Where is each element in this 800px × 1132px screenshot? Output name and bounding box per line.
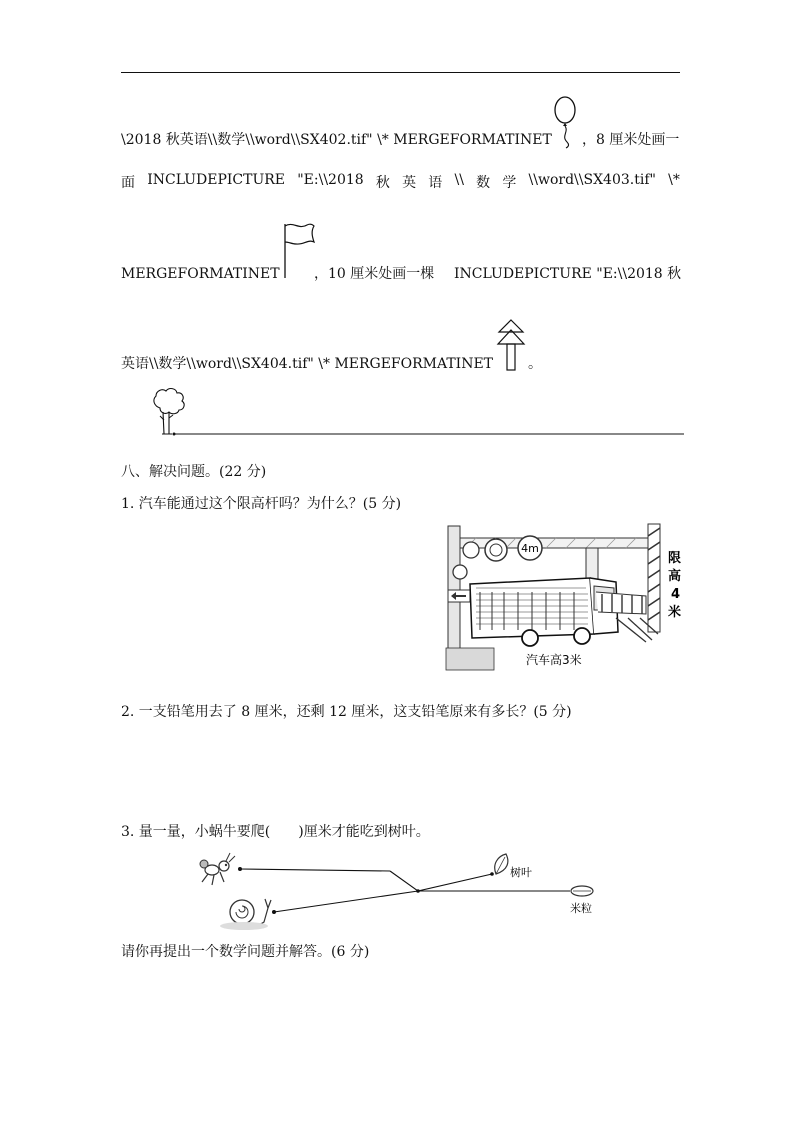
line-3-mid: ，10 厘米处画一棵 xyxy=(314,266,435,282)
top-rule xyxy=(121,72,680,73)
word: INCLUDEPICTURE xyxy=(147,172,286,188)
line-3-tail: INCLUDEPICTURE "E:\\2018 秋 xyxy=(454,266,682,282)
question-1: 1. 汽车能通过这个限高杆吗？为什么？(5 分) xyxy=(121,496,402,512)
rice-label: 米粒 xyxy=(570,902,592,915)
snail-route-figure xyxy=(196,848,606,936)
word: 秋 xyxy=(375,175,390,191)
leaf-icon xyxy=(495,854,508,874)
flag-icon xyxy=(282,220,316,280)
question-3: 3. 量一量，小蜗牛要爬( )厘米才能吃到树叶。 xyxy=(121,824,430,840)
question-2: 2. 一支铅笔用去了 8 厘米，还剩 12 厘米，这支铅笔原来有多长？(5 分) xyxy=(121,704,572,720)
line-4-end: 。 xyxy=(528,356,542,372)
limit-label-char: 高 xyxy=(668,569,682,584)
word: "E:\\2018 xyxy=(297,172,364,188)
field-code-line-3: MERGEFORMATINET xyxy=(121,266,280,282)
pine-tree-icon xyxy=(496,318,526,374)
limit-label-char: 4 xyxy=(671,587,681,602)
word: 面 xyxy=(121,175,135,191)
snail-icon xyxy=(220,899,271,930)
field-code-line-4: 英语\\数学\\word\\SX404.tif" \* MERGEFORMATINET xyxy=(121,356,494,372)
section-title: 八、解决问题。(22 分) xyxy=(121,464,267,480)
height-limit-figure xyxy=(446,522,690,672)
line-1-tail: ，8 厘米处画一 xyxy=(582,132,680,148)
question-3-follow-up: 请你再提出一个数学问题并解答。(6 分) xyxy=(121,944,370,960)
balloon-icon xyxy=(552,96,580,148)
word: \* xyxy=(668,172,680,188)
tree-on-line-figure xyxy=(140,388,686,440)
ant-icon xyxy=(200,853,235,885)
word: 英 xyxy=(402,175,417,191)
bus-caption: 汽车高3米 xyxy=(526,653,582,667)
word: 学 xyxy=(502,175,517,191)
word: \\ xyxy=(454,172,464,188)
word: \\word\\SX403.tif" xyxy=(528,172,656,188)
leaf-label: 树叶 xyxy=(510,866,532,879)
limit-label-char: 米 xyxy=(668,605,682,620)
field-code-line-2 xyxy=(121,172,680,192)
height-sign: 4m xyxy=(521,542,539,555)
word: 数 xyxy=(476,175,491,191)
word: 语 xyxy=(428,175,443,191)
field-code-line-1: \2018 秋英语\\数学\\word\\SX402.tif" \* MERGEFORMATINET xyxy=(121,132,552,148)
limit-label-char: 限 xyxy=(668,551,682,566)
